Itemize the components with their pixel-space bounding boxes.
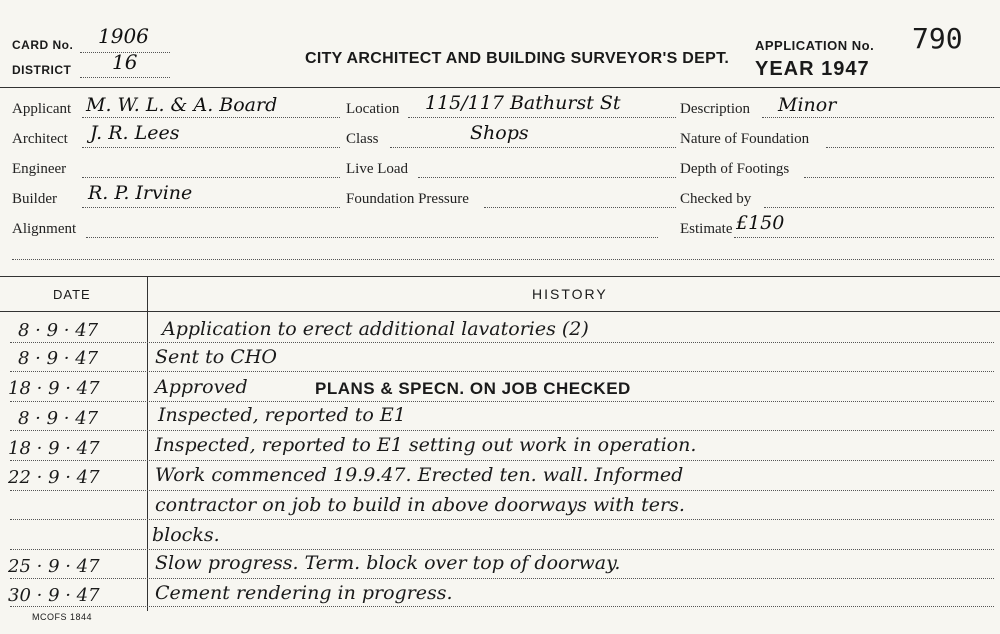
date-column-header: DATE: [53, 287, 91, 302]
checked-by-line: [764, 207, 994, 208]
header-divider: [0, 87, 1000, 88]
applicant-label: Applicant: [12, 101, 72, 117]
year-label: YEAR 1947: [755, 58, 870, 80]
history-row-line: [10, 549, 994, 550]
applicant-line: [82, 117, 340, 118]
history-row-date: 8 · 9 · 47: [18, 320, 99, 341]
builder-label: Builder: [12, 191, 57, 207]
history-column-header: HISTORY: [532, 286, 608, 302]
alignment-label: Alignment: [12, 221, 77, 237]
district-line: [80, 77, 170, 78]
approval-stamp: PLANS & SPECN. ON JOB CHECKED: [315, 379, 631, 398]
nature-foundation-line: [826, 147, 994, 148]
history-row-line: [10, 578, 994, 579]
architect-line: [82, 147, 340, 148]
history-row-date: 22 · 9 · 47: [8, 467, 100, 488]
history-row-line: [10, 606, 994, 607]
history-row-text: Inspected, reported to E1: [158, 404, 406, 426]
live-load-label: Live Load: [346, 161, 409, 177]
history-row-line: [10, 519, 994, 520]
history-row-text: Sent to CHO: [155, 346, 277, 368]
history-row-date: 30 · 9 · 47: [8, 585, 100, 606]
application-label: APPLICATION No.: [755, 38, 875, 53]
fields-divider: [0, 276, 1000, 277]
alignment-line: [86, 237, 658, 238]
department-title: CITY ARCHITECT AND BUILDING SURVEYOR'S DEPT.: [305, 50, 730, 67]
history-row-text: contractor on job to build in above doorways with ters.: [155, 494, 685, 516]
history-row-date: 25 · 9 · 47: [8, 556, 100, 577]
class-line: [390, 147, 676, 148]
history-row-text: Work commenced 19.9.47. Erected ten. wall. Informed: [155, 464, 684, 486]
estimate-line: [734, 237, 994, 238]
checked-by-label: Checked by: [680, 191, 752, 207]
engineer-line: [82, 177, 340, 178]
description-line: [762, 117, 994, 118]
builder-value: R. P. Irvine: [88, 182, 193, 204]
builder-line: [82, 207, 340, 208]
card-no-label: CARD No.: [12, 38, 74, 52]
class-label: Class: [346, 131, 379, 147]
history-row-line: [10, 490, 994, 491]
history-row-line: [10, 460, 994, 461]
history-row-line: [10, 401, 994, 402]
history-row-text: Inspected, reported to E1 setting out work in operation.: [155, 434, 697, 456]
application-number: 790: [912, 22, 963, 55]
history-row-date: 18 · 9 · 47: [8, 438, 100, 459]
location-label: Location: [346, 101, 400, 117]
estimate-label: Estimate: [680, 221, 733, 237]
architect-value: J. R. Lees: [90, 122, 180, 144]
history-row-text: Slow progress. Term. block over top of doorway.: [155, 552, 621, 574]
live-load-line: [418, 177, 676, 178]
district-value: 16: [112, 50, 138, 74]
district-label: DISTRICT: [12, 63, 72, 77]
engineer-label: Engineer: [12, 161, 67, 177]
class-value: Shops: [470, 122, 529, 144]
history-row-date: 8 · 9 · 47: [18, 408, 99, 429]
history-row-text: Cement rendering in progress.: [155, 582, 453, 604]
card-no-value: 1906: [98, 24, 149, 48]
form-code: MCOFS 1844: [32, 612, 93, 622]
history-row-text: blocks.: [152, 524, 220, 546]
history-row-line: [10, 371, 994, 372]
architect-label: Architect: [12, 131, 68, 147]
history-row-line: [10, 342, 994, 343]
history-row-text: Approved: [155, 376, 248, 398]
estimate-value: £150: [736, 212, 785, 234]
history-row-text: Application to erect additional lavatories (2): [162, 318, 589, 340]
history-row-date: 18 · 9 · 47: [8, 378, 100, 399]
description-label: Description: [680, 101, 750, 117]
history-row-date: 8 · 9 · 47: [18, 348, 99, 369]
foundation-pressure-label: Foundation Pressure: [346, 191, 469, 207]
applicant-value: M. W. L. & A. Board: [86, 94, 278, 116]
depth-footings-line: [804, 177, 994, 178]
history-row-line: [10, 430, 994, 431]
extra-line: [12, 259, 994, 260]
nature-foundation-label: Nature of Foundation: [680, 131, 810, 147]
date-column-divider: [147, 277, 148, 611]
history-header-divider: [0, 311, 1000, 312]
location-line: [408, 117, 676, 118]
location-value: 115/117 Bathurst St: [425, 92, 621, 114]
foundation-pressure-line: [484, 207, 676, 208]
depth-footings-label: Depth of Footings: [680, 161, 790, 177]
description-value: Minor: [778, 94, 837, 116]
